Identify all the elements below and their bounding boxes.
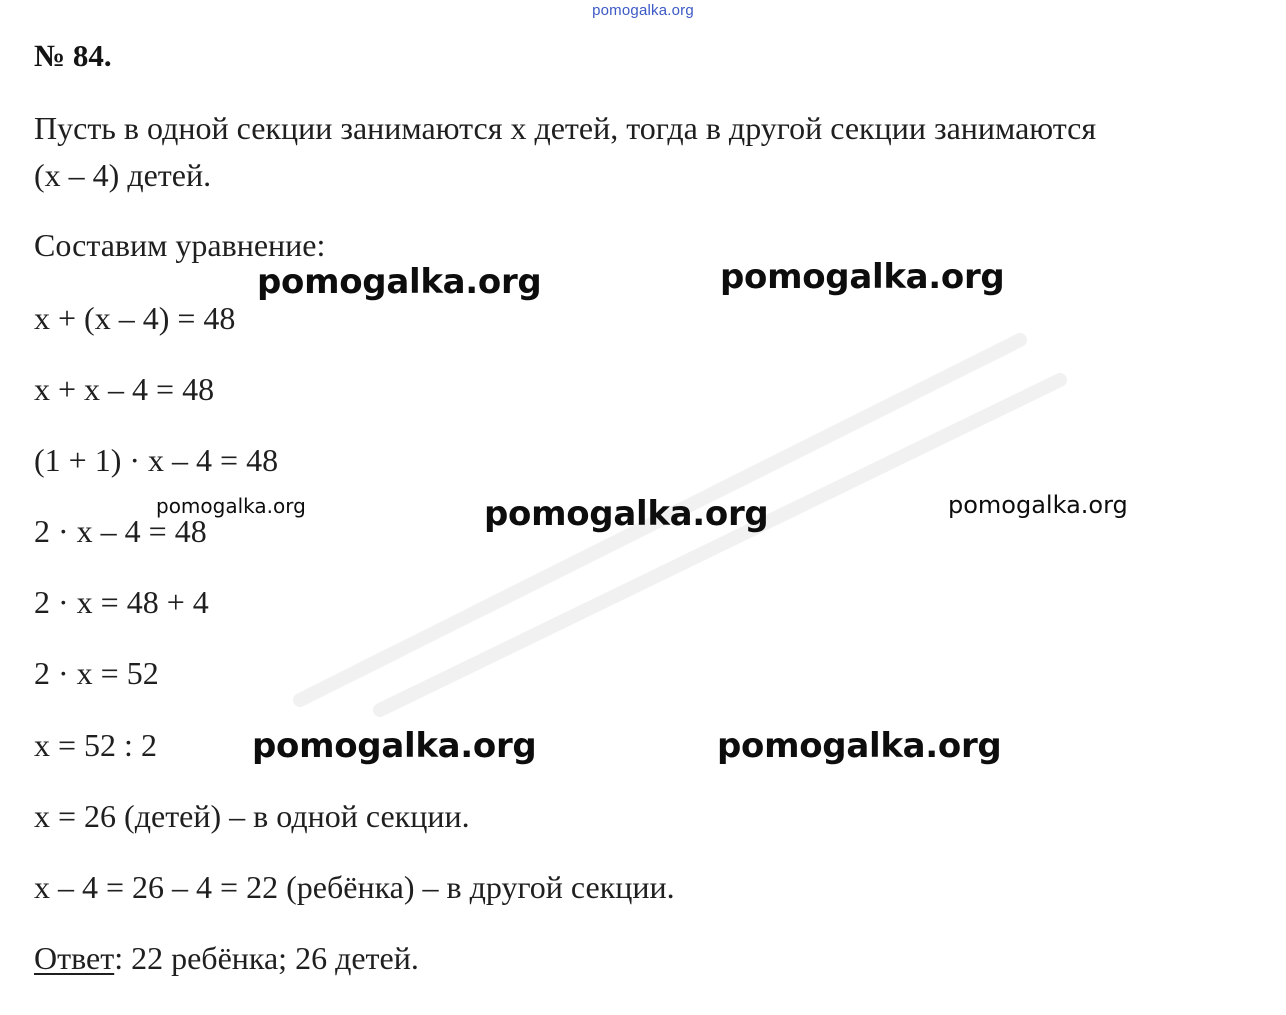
watermark-text: pomogalka.org xyxy=(252,726,537,766)
watermark-text: pomogalka.org xyxy=(717,726,1002,766)
answer-line xyxy=(34,940,419,977)
result-line: х = 26 (детей) – в одной секции. xyxy=(34,798,470,834)
result-line: х – 4 = 26 – 4 = 22 (ребёнка) – в другой секции. xyxy=(34,869,675,905)
compose-equation-label: Составим уравнение: xyxy=(34,227,326,263)
watermark-text: pomogalka.org xyxy=(484,494,769,534)
problem-title: № 84. xyxy=(34,38,112,73)
watermark-text: pomogalka.org xyxy=(257,262,542,302)
equation-step: (1 + 1) · х – 4 = 48 xyxy=(34,442,279,478)
watermark-text: pomogalka.org xyxy=(948,491,1128,519)
equation-step: х + х – 4 = 48 xyxy=(34,371,215,407)
equation-step: 2 · х – 4 = 48 xyxy=(34,513,207,549)
watermark-text: pomogalka.org xyxy=(156,494,306,518)
answer-label: Ответ xyxy=(34,940,115,976)
equation-step: 2 · х = 52 xyxy=(34,655,159,691)
equation-step: х + (х – 4) = 48 xyxy=(34,300,236,336)
intro-line-2: (х – 4) детей. xyxy=(34,157,212,193)
answer-text: : 22 ребёнка; 26 детей. xyxy=(114,940,419,976)
equation-step: х = 52 : 2 xyxy=(34,727,157,763)
watermark-text: pomogalka.org xyxy=(720,257,1005,297)
intro-line-1: Пусть в одной секции занимаются х детей, тогда в другой секции занимаются xyxy=(34,110,1097,146)
equation-step: 2 · х = 48 + 4 xyxy=(34,584,209,620)
site-watermark-top[interactable]: pomogalka.org xyxy=(592,2,694,19)
